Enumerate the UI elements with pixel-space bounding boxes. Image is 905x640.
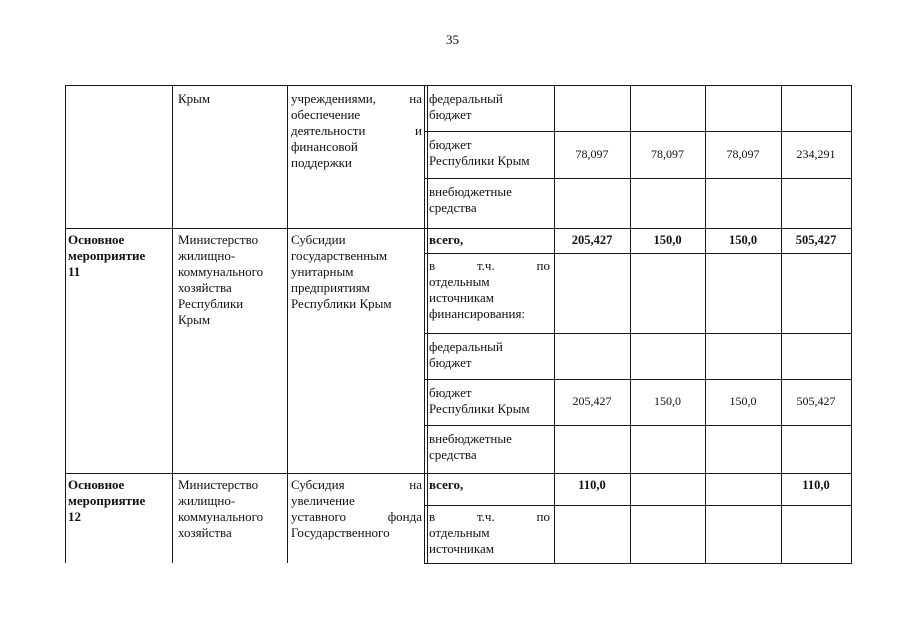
- description-cell-line: Республики Крым: [291, 296, 392, 311]
- description-cell-line: [291, 509, 422, 525]
- activity-title-line: мероприятие: [68, 248, 146, 263]
- activity-title-line: Основное: [68, 232, 125, 247]
- total-amount-cell: 110,0: [802, 478, 830, 492]
- funding-source-cell: [429, 339, 550, 371]
- description-cell: [291, 91, 422, 171]
- description-cell-line: увеличение: [291, 493, 355, 508]
- funding-source-cell: [429, 91, 550, 123]
- total-amount-cell: 110,0: [578, 478, 606, 492]
- responsible-cell-line: коммунального: [178, 509, 264, 524]
- description-cell-line: предприятиям: [291, 280, 370, 295]
- breakdown-label-word: в: [429, 509, 436, 524]
- table-row-line: [424, 379, 852, 380]
- table-column-line: [287, 85, 288, 563]
- breakdown-label-word: т.ч.: [476, 258, 495, 273]
- responsible-cell-line: Крым: [178, 312, 211, 327]
- activity-title-line: 11: [68, 264, 81, 279]
- responsible-cell-line: Крым: [178, 91, 211, 106]
- table-row-line: [424, 563, 852, 564]
- table-row-line: [424, 131, 852, 132]
- breakdown-label-word: по: [536, 258, 550, 273]
- funding-source-cell-line: бюджет: [429, 107, 472, 122]
- table-column-line: [172, 85, 173, 563]
- description-cell-word: уставного: [291, 509, 346, 524]
- description-cell-line: [291, 91, 422, 107]
- table-row-line: [65, 228, 852, 229]
- table-column-line: [424, 85, 425, 563]
- funding-source-cell: [429, 431, 550, 463]
- table-column-line: [65, 85, 66, 563]
- description-cell-word: учреждениями,: [291, 91, 377, 106]
- responsible-cell: [178, 232, 283, 328]
- amount-cell: 150,0: [729, 394, 757, 408]
- amount-cell: 505,427: [796, 394, 836, 408]
- description-cell-word: деятельности: [291, 123, 366, 138]
- description-cell-word: и: [415, 123, 422, 138]
- page-number: 35: [446, 32, 459, 47]
- table-row-line: [424, 333, 852, 334]
- total-label: [429, 232, 550, 248]
- description-cell-word: на: [409, 477, 422, 492]
- table-column-line: [427, 85, 428, 563]
- funding-source-cell: [429, 385, 550, 417]
- breakdown-label: [429, 258, 550, 322]
- responsible-cell-line: коммунального: [178, 264, 264, 279]
- table-row-line: [65, 473, 852, 474]
- total-label-line: всего,: [429, 477, 464, 492]
- table-row-line: [424, 505, 852, 506]
- description-cell-word: фонда: [387, 509, 422, 524]
- funding-source-cell-line: средства: [429, 200, 477, 215]
- description-cell-line: Субсидии: [291, 232, 346, 247]
- breakdown-label-line: финансирования:: [429, 306, 526, 321]
- funding-source-cell-line: бюджет: [429, 385, 472, 400]
- table-row-line: [65, 85, 852, 86]
- funding-source-cell-line: внебюджетные: [429, 184, 512, 199]
- funding-source-cell: [429, 137, 550, 169]
- description-cell-line: государственным: [291, 248, 388, 263]
- funding-source-cell-line: Республики Крым: [429, 401, 530, 416]
- breakdown-label-line: [429, 509, 550, 525]
- responsible-cell-line: жилищно-: [178, 248, 236, 263]
- activity-title: [68, 477, 170, 525]
- activity-title-line: мероприятие: [68, 493, 146, 508]
- table-column-line: [851, 85, 852, 563]
- funding-source-cell-line: бюджет: [429, 355, 472, 370]
- description-cell-line: обеспечение: [291, 107, 361, 122]
- breakdown-label-line: отдельным: [429, 274, 490, 289]
- breakdown-label-line: отдельным: [429, 525, 490, 540]
- breakdown-label-line: источникам: [429, 290, 494, 305]
- description-cell-line: [291, 123, 422, 139]
- amount-cell: 78,097: [575, 147, 609, 161]
- total-amount-cell: 505,427: [795, 233, 837, 247]
- breakdown-label-word: по: [536, 509, 550, 524]
- funding-source-cell-line: средства: [429, 447, 477, 462]
- funding-source-cell-line: внебюджетные: [429, 431, 512, 446]
- breakdown-label-line: [429, 258, 550, 274]
- responsible-cell: [178, 477, 283, 541]
- total-amount-cell: 205,427: [571, 233, 613, 247]
- breakdown-label-line: источникам: [429, 541, 494, 556]
- description-cell-line: Государственного: [291, 525, 390, 540]
- amount-cell: 205,427: [572, 394, 612, 408]
- amount-cell: 150,0: [654, 394, 681, 408]
- amount-cell: 234,291: [796, 147, 836, 161]
- table-row-line: [424, 178, 852, 179]
- amount-cell: 78,097: [651, 147, 684, 161]
- funding-source-cell-line: бюджет: [429, 137, 472, 152]
- description-cell-line: финансовой: [291, 139, 358, 154]
- responsible-cell-line: хозяйства: [178, 280, 232, 295]
- breakdown-label-word: т.ч.: [476, 509, 495, 524]
- total-label-line: всего,: [429, 232, 464, 247]
- activity-title-line: Основное: [68, 477, 125, 492]
- table-row-line: [424, 253, 852, 254]
- description-cell: [291, 477, 422, 541]
- responsible-cell-line: Министерство: [178, 477, 259, 492]
- funding-source-cell-line: Республики Крым: [429, 153, 530, 168]
- responsible-cell-line: хозяйства: [178, 525, 232, 540]
- breakdown-label-word: в: [429, 258, 436, 273]
- description-cell-line: поддержки: [291, 155, 352, 170]
- description-cell-word: Субсидия: [291, 477, 345, 492]
- amount-cell: 78,097: [726, 147, 760, 161]
- description-cell: [291, 232, 420, 312]
- funding-source-cell-line: федеральный: [429, 339, 503, 354]
- description-cell-word: на: [409, 91, 422, 106]
- description-cell-line: унитарным: [291, 264, 354, 279]
- responsible-cell-line: Республики: [178, 296, 244, 311]
- total-label: [429, 477, 550, 493]
- responsible-cell: [178, 91, 283, 107]
- breakdown-label: [429, 509, 550, 557]
- table-row-line: [424, 425, 852, 426]
- total-amount-cell: 150,0: [728, 233, 758, 247]
- activity-title: [68, 232, 170, 280]
- responsible-cell-line: Министерство: [178, 232, 259, 247]
- funding-source-cell-line: федеральный: [429, 91, 503, 106]
- description-cell-line: [291, 477, 422, 493]
- responsible-cell-line: жилищно-: [178, 493, 236, 508]
- activity-title-line: 12: [68, 509, 81, 524]
- funding-source-cell: [429, 184, 550, 216]
- total-amount-cell: 150,0: [653, 233, 682, 247]
